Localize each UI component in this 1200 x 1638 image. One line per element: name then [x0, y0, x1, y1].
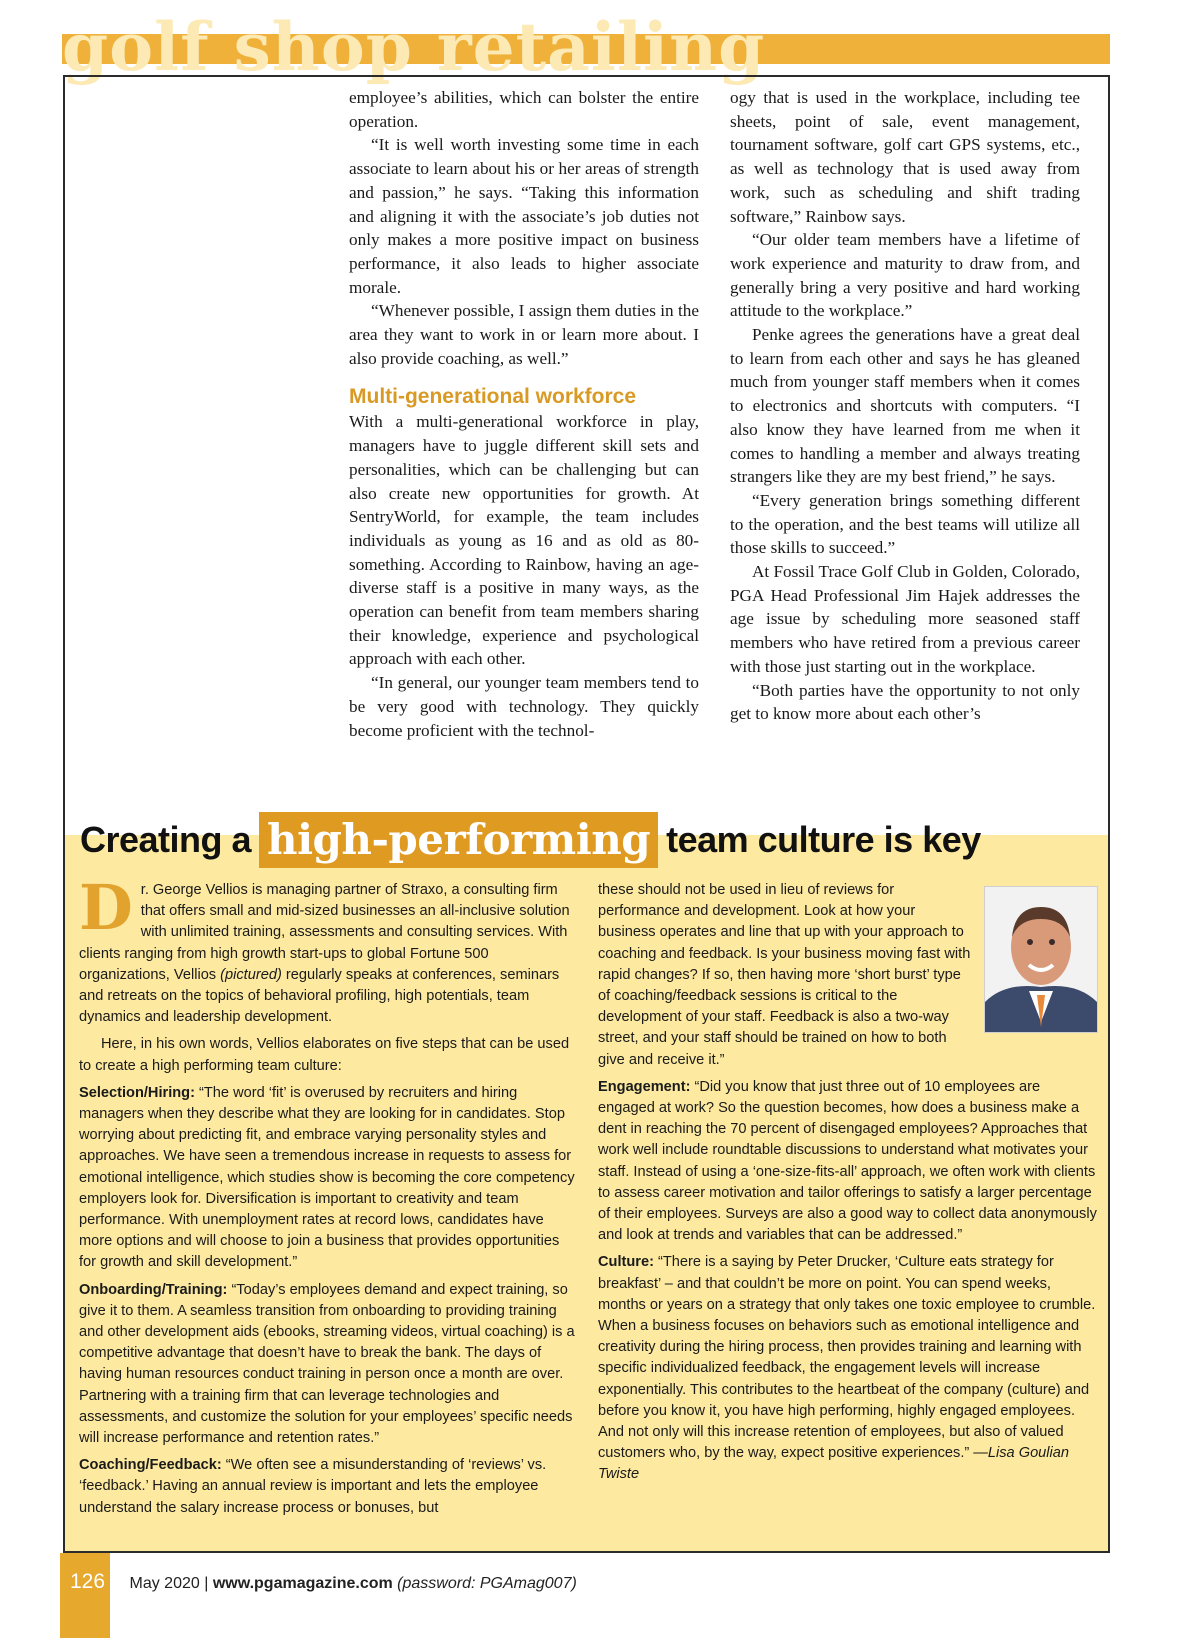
selection-text: “The word ‘fit’ is overused by recruiters and hiring managers when they describe what they are looking for in candidates. Stop worrying about predicting fit, and embrace varying personality styles and approaches. We have seen a tremendous increase in requests to assess for emotional intelligence, which studies show is becoming the core competency employers look for. Diversification is important to creativity and team performance. With unemployment rates at record lows, candidates have more options and will choose to join a business that provides opportunities for growth and skill development.”	[79, 1084, 575, 1271]
paragraph: “Our older team members have a lifetime of work experience and maturity to draw from, and generally bring a very positive and hard working attitude to the workplace.”	[730, 230, 1080, 321]
coaching-label: Coaching/Feedback:	[79, 1457, 222, 1474]
intro-paragraph	[79, 871, 579, 1028]
culture-paragraph	[598, 1252, 1098, 1485]
engagement-paragraph	[598, 1077, 1098, 1247]
footer	[70, 1570, 577, 1594]
selection-label: Selection/Hiring:	[79, 1084, 195, 1101]
selection-paragraph	[79, 1083, 579, 1274]
portrait-image	[985, 887, 1097, 1032]
sidebar-title-pre: Creating a	[80, 819, 252, 860]
onboarding-label: Onboarding/Training:	[79, 1281, 228, 1298]
page-number: 126	[70, 1570, 106, 1593]
sidebar-column-1	[79, 871, 579, 1525]
paragraph: employee’s abilities, which can bolster the entire operation.	[349, 88, 699, 131]
intro-text: r. George Vellios is managing partner of Straxo, a consulting firm that offers small and mid-sized businesses an all-inclusive solution with unlimited training, assessments and consulting services. With clients ranging from high growth start-ups to global Fortune 500 organizations, Vellios	[79, 882, 570, 983]
onboarding-paragraph	[79, 1280, 579, 1450]
paragraph: With a multi-generational workforce in play, managers have to juggle different skill sets and personalities, which can be challenging but can also create new opportunities for growth. At SentryWorld, for example, the team includes individuals as young as 16 and as old as 80-something. According to Rainbow, having an age-diverse staff is a positive in many ways, as the operation can benefit from team members sharing their knowledge, experience and psychological approach with each other.	[349, 412, 699, 669]
portrait-photo	[984, 886, 1098, 1033]
sidebar-column-2	[598, 880, 1098, 1492]
paragraph: At Fossil Trace Golf Club in Golden, Colorado, PGA Head Professional Jim Hajek addresses the age issue by scheduling more seasoned staff members who have retired from a previous career with those just starting out in the workplace.	[730, 562, 1080, 676]
intro-paragraph-2: Here, in his own words, Vellios elaborates on five steps that can be used to create a high performing team culture:	[79, 1036, 570, 1074]
article-column-2	[730, 86, 1080, 726]
sidebar-title-highlight: high-performing	[259, 812, 658, 868]
coaching-paragraph	[79, 1455, 579, 1519]
paragraph: “It is well worth investing some time in each associate to learn about his or her areas of strength and passion,” he says. “Taking this information and aligning it with the associate’s job duties not only makes a more positive impact on business performance, it also leads to higher associate morale.	[349, 135, 699, 297]
sidebar-title	[80, 812, 981, 868]
onboarding-text: “Today’s employees demand and expect training, so give it to them. A seamless transition from onboarding to providing training and other development aids (ebooks, streaming videos, virtual coaching) is a competitive advantage that doesn’t have to break the bank. The days of having human resources conduct training in person once a month are over. Partnering with a training firm that can leverage technologies and assessments, and customize the solution for your employees’ specific needs will increase performance and retention rates.”	[79, 1281, 575, 1447]
paragraph: Penke agrees the generations have a great deal to learn from each other and says he has gleaned much from younger staff members when it comes to electronics and shortcuts with computers. “I also know they have learned from me when it comes to handling a member and always treating strangers like they are my best friend,” he says.	[730, 325, 1080, 487]
intro-text-end: regularly speaks at conferences, seminars and retreats on the topics of behavioral profiling, high potentials, team dynamics and leadership development.	[79, 966, 560, 1026]
byline: —Lisa Goulian Twiste	[598, 1445, 1070, 1483]
coaching-text: “We often see a misunderstanding of ‘reviews’ vs. ‘feedback.’ Having an annual review is important and lets the employee understand the salary increase process or bonuses, but	[79, 1457, 547, 1516]
article-column-1	[349, 86, 699, 742]
paragraph: “Both parties have the opportunity to not only get to know more about each other’s	[730, 680, 1080, 724]
culture-label: Culture:	[598, 1254, 654, 1271]
paragraph: “In general, our younger team members tend to be very good with technology. They quickly become proficient with the technol-	[349, 673, 699, 740]
engagement-text: “Did you know that just three out of 10 employees are engaged at work? So the question becomes, how does a business make a dent in reaching the 70 percent of disengaged employees? Approaches that work well include roundtable discussions to understand what motivates your staff. Instead of using a ‘one-size-fits-all’ approach, we often work with clients to assess career motivation and tailor offerings to satisfy a larger percentage of their employees. Surveys are also a good way to collect data anonymously and look at trends and variables that can be addressed.”	[598, 1078, 1097, 1244]
subheading: Multi-generational workforce	[349, 385, 637, 409]
paragraph: “Every generation brings something different to the operation, and the best teams will utilize all those skills to succeed.”	[730, 490, 1080, 558]
footer-url[interactable]: www.pgamagazine.com	[212, 1575, 393, 1592]
paragraph: “Whenever possible, I assign them duties in the area they want to work in or learn more about. I also provide coaching, as well.”	[349, 301, 699, 368]
section-title: golf shop retailing	[62, 8, 766, 86]
footer-date: May 2020 |	[129, 1575, 209, 1592]
coaching-continued: these should not be used in lieu of reviews for performance and development. Look at how your business operates and line that up with your approach to coaching and feedback. Is your business moving fast with rapid changes? If so, then having more ‘short burst’ type of coaching/feedback sessions is critical to the development of your staff. Feedback is also a two-way street, and your staff should be trained on how to both give and receive it.”	[598, 882, 971, 1068]
culture-text: “There is a saying by Peter Drucker, ‘Culture eats strategy for breakfast’ – and that couldn’t be more on point. You can spend weeks, months or years on a strategy that only takes one toxic employee to crumble. When a business focuses on behaviors such as emotional intelligence and creativity during the hiring process, then provides training and learning with specific individualized feedback, the engagement levels will increase exponentially. This contributes to the heartbeat of the company (culture) and before you know it, you have high performing, highly engaged employees. And not only will this increase retention of employees, but also of valued customers who, by the way, expect positive experiences.”	[598, 1254, 1096, 1462]
paragraph: ogy that is used in the workplace, including tee sheets, point of sale, event management, tournament software, golf cart GPS systems, etc., as well as technology that is used away from work, such as scheduling and shift trading software,” Rainbow says.	[730, 88, 1080, 226]
drop-cap: D	[79, 871, 133, 944]
page-number-strip	[60, 1553, 110, 1638]
footer-password: (password: PGAmag007)	[397, 1575, 577, 1592]
sidebar-title-post: team culture is key	[666, 819, 981, 860]
intro-italic: (pictured)	[220, 966, 282, 983]
engagement-label: Engagement:	[598, 1078, 691, 1095]
